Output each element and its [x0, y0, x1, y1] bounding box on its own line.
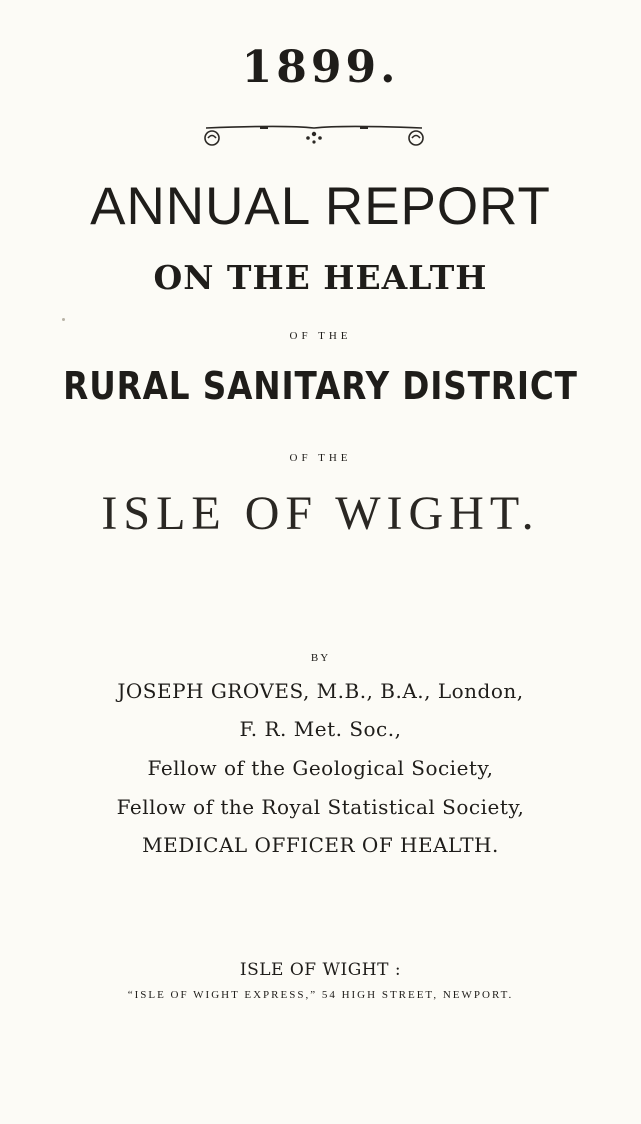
printer-imprint: “ISLE OF WIGHT EXPRESS,” 54 HIGH STREET, NEWPORT. [127, 989, 514, 1001]
by-label: BY [310, 652, 331, 664]
publication-place: ISLE OF WIGHT : [239, 960, 402, 980]
author-line: JOSEPH GROVES, M.B., B.A., London, [117, 679, 524, 703]
author-line: Fellow of the Geological Society, [147, 756, 494, 780]
district-name: RURAL SANITARY DISTRICT [63, 364, 578, 408]
report-year: 1899. [241, 42, 400, 93]
of-the-label-2: OF THE [289, 452, 352, 464]
of-the-label: OF THE [289, 330, 352, 342]
author-line: Fellow of the Royal Statistical Society, [116, 795, 525, 819]
decorative-rule-ornament [196, 120, 432, 150]
report-heading: ANNUAL REPORT [90, 177, 551, 236]
author-line: F. R. Met. Soc., [239, 717, 402, 741]
report-subheading: ON THE HEALTH [153, 258, 488, 297]
paper-speck [62, 318, 65, 321]
author-title-line: MEDICAL OFFICER OF HEALTH. [142, 833, 499, 857]
place-name: ISLE OF WIGHT. [101, 487, 540, 540]
